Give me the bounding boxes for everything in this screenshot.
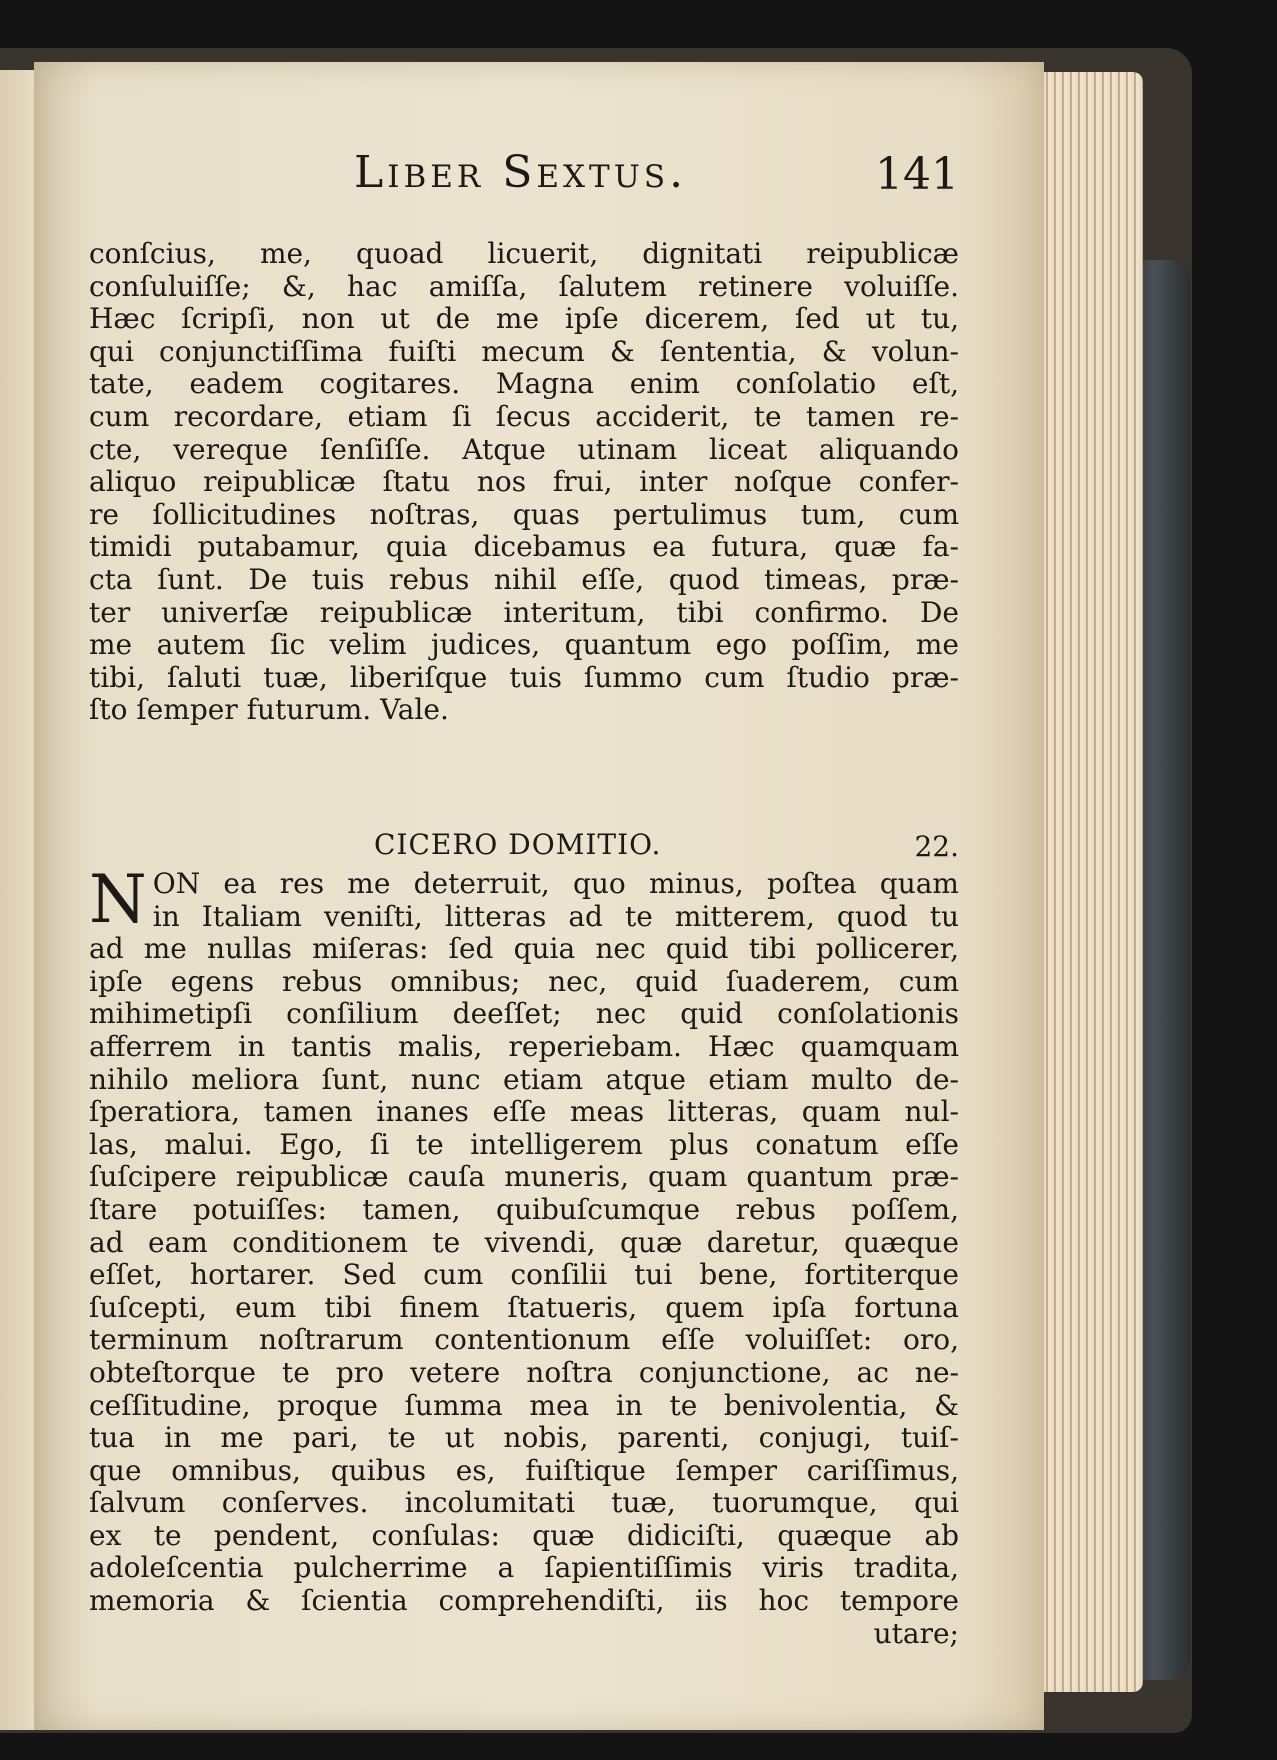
text-line: ex te pendent, conſulas: quæ didiciſti, quæque ab	[89, 1518, 959, 1552]
text-line: las, malui. Ego, ſi te intelligerem plus conatum eſſe	[89, 1127, 959, 1161]
letter-text	[89, 861, 959, 1650]
book-page	[34, 62, 1044, 1730]
text-line: tate, eadem cogitares. Magna enim conſolatio eſt,	[89, 367, 959, 401]
text-line: aliquo reipublicæ ſtatu nos frui, inter noſque confer-	[89, 465, 959, 499]
text-line: timidi putabamur, quia dicebamus ea futura, quæ fa-	[89, 530, 959, 564]
text-line: ſtare potuiſſes: tamen, quibuſcumque rebus poſſem,	[89, 1192, 959, 1226]
text-line: re ſollicitudines noſtras, quas pertulimus tum, cum	[89, 497, 959, 531]
catchword: utare;	[873, 1616, 959, 1650]
text-line: tua in me pari, te ut nobis, parenti, conjugi, tuiſ-	[89, 1421, 959, 1455]
text-line: me autem ſic velim judices, quantum ego poſſim, me	[89, 628, 959, 662]
text-line: in Italiam veniſti, litteras ad te mitterem, quod tu	[152, 899, 959, 933]
text-line: cta ſunt. De tuis rebus nihil eſſe, quod timeas, præ-	[89, 562, 959, 596]
text-line: ſuſcipere reipublicæ cauſa muneris, quam quantum præ-	[89, 1160, 959, 1194]
text-line: ad eam conditionem te vivendi, quæ daretur, quæque	[89, 1225, 959, 1259]
letter-heading-title: CICERO DOMITIO.	[374, 828, 662, 861]
letter-number: 22.	[914, 830, 959, 863]
text-line: ceſſitudine, proque ſumma mea in te benivolentia, &	[89, 1388, 959, 1422]
drop-cap: N	[89, 861, 147, 938]
running-head	[89, 147, 959, 207]
text-line: ſalvum conſerves. incolumitati tuæ, tuorumque, qui	[89, 1486, 959, 1520]
text-line: ipſe egens rebus omnibus; nec, quid ſuaderem, cum	[89, 964, 959, 998]
text-line: adoleſcentia pulcherrime a ſapientiſſimis viris tradita,	[89, 1551, 959, 1585]
text-line: ter univerſæ reipublicæ interitum, tibi confirmo. De	[89, 595, 959, 629]
text-line: afferrem in tantis malis, reperiebam. Hæc quamquam	[89, 1029, 959, 1063]
text-line: terminum noſtrarum contentionum eſſe voluiſſet: oro,	[89, 1323, 959, 1357]
text-line: cum recordare, etiam ſi ſecus acciderit, te tamen re-	[89, 399, 959, 433]
page-number: 141	[875, 149, 959, 200]
text-line: conſcius, me, quoad licuerit, dignitati reipublicæ	[89, 237, 959, 270]
text-line: conſuluiſſe; &, hac amiſſa, ſalutem retinere voluiſſe.	[89, 269, 959, 303]
page-fore-edges	[1040, 72, 1143, 1692]
text-line: cte, vereque ſenſiſſe. Atque utinam liceat aliquando	[89, 432, 959, 466]
text-line: ſto ſemper futurum. Vale.	[89, 693, 449, 727]
text-line: memoria & ſcientia comprehendiſti, iis hoc tempore	[89, 1584, 959, 1618]
text-line: nihilo meliora ſunt, nunc etiam atque etiam multo de-	[89, 1062, 959, 1096]
text-line: tibi, ſaluti tuæ, liberiſque tuis ſummo cum ſtudio præ-	[89, 660, 959, 694]
text-line: ſperatiora, tamen inanes eſſe meas litteras, quam nul-	[89, 1095, 959, 1129]
facing-page-edge	[0, 70, 36, 1730]
text-line: Hæc ſcripſi, non ut de me ipſe dicerem, ſed ut tu,	[89, 302, 959, 336]
text-line: que omnibus, quibus es, fuiſtique ſemper cariſſimus,	[89, 1453, 959, 1487]
text-line: mihimetipſi conſilium deeſſet; nec quid conſolationis	[89, 997, 959, 1031]
previous-letter-text	[89, 238, 959, 727]
text-line: eſſet, hortarer. Sed cum conſilii tui bene, fortiterque	[89, 1258, 959, 1292]
text-line: obteſtorque te pro vetere noſtra conjunctione, ac ne-	[89, 1355, 959, 1389]
letter-heading	[89, 828, 959, 868]
text-line: qui conjunctiſſima fuiſti mecum & ſententia, & volun-	[89, 334, 959, 368]
running-head-title: Liber Sextus.	[354, 147, 688, 198]
text-line: ON ea res me deterruit, quo minus, poſtea quam	[152, 867, 959, 900]
text-line: ſuſcepti, eum tibi finem ſtatueris, quem ipſa fortuna	[89, 1290, 959, 1324]
text-line: ad me nullas miſeras: ſed quia nec quid tibi pollicerer,	[89, 932, 959, 966]
